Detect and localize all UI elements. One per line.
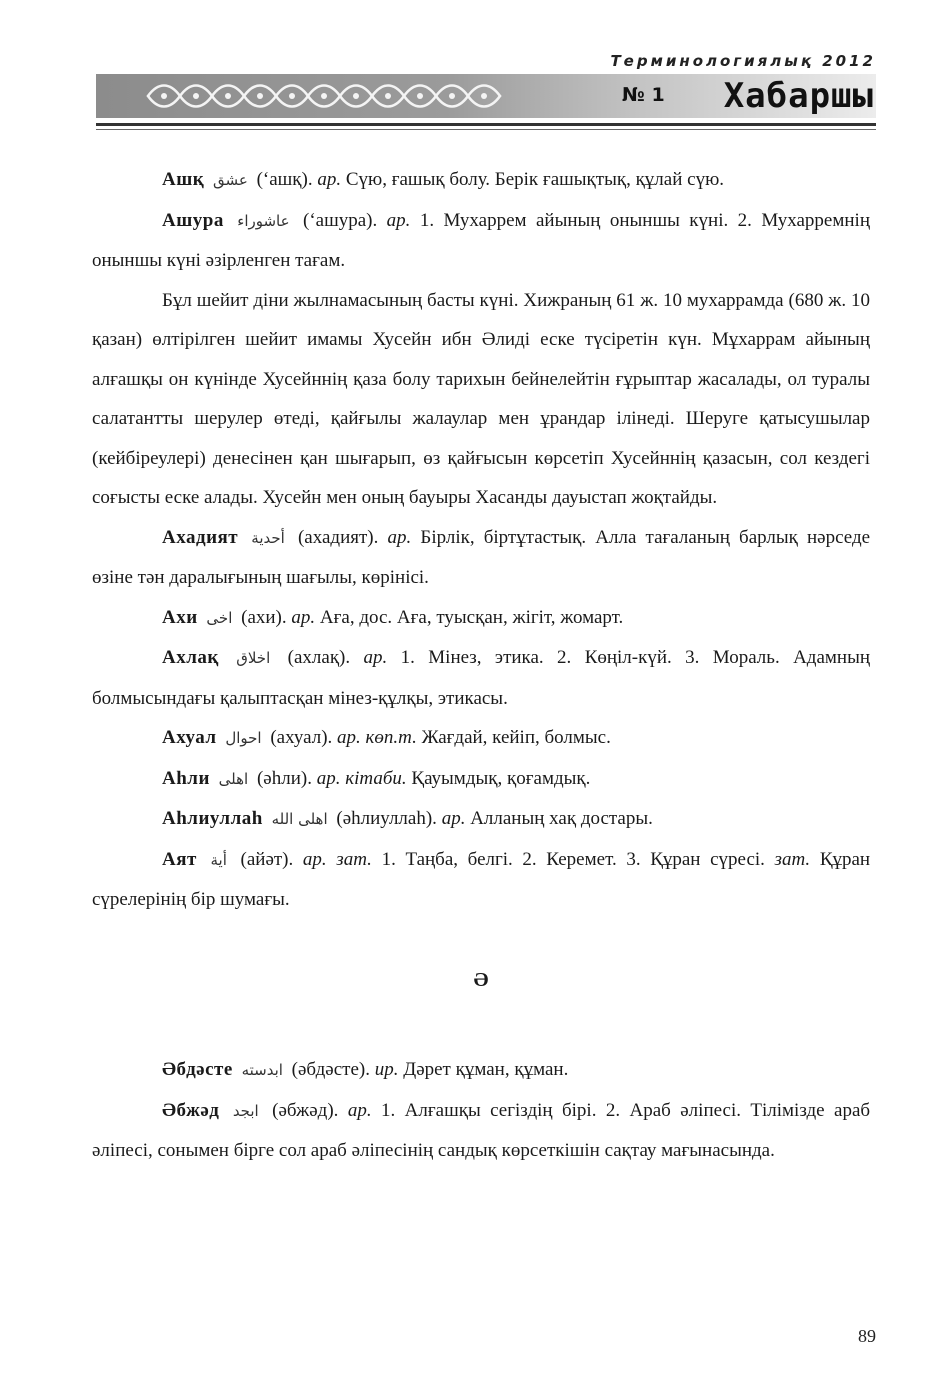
- definition: Аға, дос. Аға, туысқан, жігіт, жомарт.: [319, 606, 624, 628]
- definition: Қауымдық, қоғамдық.: [411, 767, 591, 789]
- arabic-form: عشق: [212, 171, 248, 189]
- dictionary-entry: [92, 518, 870, 598]
- dictionary-content: [92, 160, 870, 1171]
- dictionary-entry: [92, 160, 870, 201]
- headword: Аһлиуллаһ: [162, 808, 263, 829]
- arabic-form: عاشوراء: [237, 211, 290, 230]
- headword: Әбжәд: [162, 1099, 220, 1121]
- headword: Ахлақ: [162, 647, 219, 668]
- transliteration: (әбдәсте).: [291, 1059, 370, 1080]
- arabic-form: ابدسته: [241, 1061, 283, 1079]
- arabic-form: اخى: [206, 608, 233, 627]
- dictionary-entry: [92, 1091, 870, 1171]
- ashura-paragraph: Бұл шейит діни жылнамасының басты күні. Хижраның 61 ж. 10 мухаррамда (680 ж. 10 қазан) өлтірілген шейит имамы Хусейн ибн Әлиді еске түсіретін күн. Мұхаррам айының алғашқы он күнінде Хусейннің қаза болу тарихын бейнелейтін ғұрыптар жасалады, ол туралы салатантты шерулер өтеді, қайғылы жалаулар мен ұрандар ілінеді. Шеруге қатысушылар (кейбіреулері) денесінен қан шығарып, өз қайғысын көрсетіп Хусейннің қазасын, сол кездегі соғысты еске алады. Хусейн мен оның бауыры Хасанды дауыстап жоқтайды.: [92, 289, 870, 508]
- dictionary-entry: [92, 598, 870, 639]
- arabic-form: احوال: [225, 729, 262, 747]
- kazakh-ornament: [144, 78, 504, 114]
- language-label: ар.: [317, 169, 342, 190]
- issue-number: № 1: [622, 84, 665, 106]
- pos-label: көп.т.: [365, 727, 417, 748]
- pos-label-2: зат.: [774, 848, 811, 870]
- pos-label: зат.: [336, 848, 372, 870]
- transliteration: (‘ашура).: [303, 209, 378, 231]
- arabic-form: أية: [210, 850, 227, 869]
- definition: Сүю, ғашық болу. Берік ғашықтық, құлай сүю.: [345, 169, 725, 190]
- language-label: ар.: [337, 727, 361, 748]
- definition-2: Құран сүрелерінің бір шумағы.: [92, 848, 871, 910]
- dictionary-entry: [92, 1050, 870, 1091]
- entry-group-b: [92, 518, 870, 920]
- entry-group-c: [92, 1050, 870, 1171]
- dictionary-entry: [92, 718, 870, 759]
- headword: Ашура: [162, 209, 224, 231]
- transliteration: (әһлиуллаһ).: [336, 808, 437, 829]
- transliteration: (ахи).: [241, 606, 287, 628]
- headword: Ахуал: [162, 727, 217, 748]
- definition: 1. Мінез, этика. 2. Көңіл-күй. 3. Мораль. Адамның болмысындағы қалыптасқан мінез-құлқы, этикасы.: [92, 647, 871, 709]
- definition: Бірлік, біртұтастық. Алла тағаланың барлық нәрседе өзіне тән даралығының шағылы, көрінісі.: [92, 526, 871, 588]
- language-label: ар.: [363, 647, 388, 668]
- arabic-form: اهلى: [218, 769, 249, 788]
- language-label: ар.: [387, 526, 412, 548]
- transliteration: (ахадият).: [297, 526, 379, 548]
- headword: Ашқ: [162, 169, 205, 190]
- transliteration: (әбжәд).: [272, 1099, 339, 1121]
- definition: 1. Мухаррем айының оныншы күні. 2. Мухарремнің оныншы күні әзірленген тағам.: [92, 209, 870, 271]
- definition: Алланың хақ достары.: [470, 808, 653, 829]
- dictionary-entry: [92, 759, 870, 800]
- arabic-form: اخلاق: [236, 649, 271, 667]
- pos-label: кітаби.: [345, 767, 407, 789]
- arabic-form: أحدية: [251, 528, 285, 547]
- arabic-form: ابجد: [232, 1101, 259, 1120]
- definition: 1. Алғашқы сегіздің бірі. 2. Араб әліпесі. Тілімізде араб әліпесі, сонымен бірге сол араб әліпесінің сандық көрсеткішін сақтау мағынасында.: [92, 1099, 871, 1161]
- journal-title: Хабаршы: [723, 76, 874, 116]
- dictionary-entry: [92, 201, 870, 281]
- page-number: 89: [858, 1326, 876, 1346]
- definition: Дәрет құман, құман.: [403, 1059, 569, 1080]
- headword: Аһли: [162, 767, 210, 789]
- section-letter: Ә: [473, 968, 489, 991]
- language-label: ар.: [386, 209, 411, 231]
- language-label: ар.: [441, 808, 466, 829]
- transliteration: (айәт).: [240, 848, 294, 870]
- language-label: ар.: [302, 848, 327, 870]
- dictionary-entry: [92, 840, 870, 920]
- language-label: ар.: [347, 1099, 372, 1121]
- transliteration: (әһли).: [256, 767, 312, 789]
- transliteration: (‘ашқ).: [256, 169, 313, 190]
- headword: Аят: [162, 848, 197, 870]
- headword: Әбдәсте: [162, 1059, 233, 1080]
- language-label: ар.: [291, 606, 316, 628]
- language-label: ар.: [316, 767, 341, 789]
- header-rule-thin: [96, 129, 876, 130]
- transliteration: (ахуал).: [270, 727, 333, 748]
- definition: 1. Таңба, белгі. 2. Керемет. 3. Құран сүресі.: [381, 848, 765, 870]
- header-band: [96, 74, 876, 118]
- transliteration: (ахлақ).: [287, 647, 351, 668]
- dictionary-entry: [92, 638, 870, 718]
- running-header-top: Терминологиялық 2012: [610, 52, 876, 70]
- arabic-form: اهلى الله: [271, 810, 328, 828]
- headword: Ахи: [162, 606, 198, 628]
- header-rule: [96, 123, 876, 126]
- language-label: ир.: [374, 1059, 399, 1080]
- entry-group-a: [92, 160, 870, 281]
- dictionary-entry: [92, 799, 870, 840]
- definition: Жағдай, кейіп, болмыс.: [421, 727, 611, 748]
- headword: Ахадият: [162, 526, 239, 548]
